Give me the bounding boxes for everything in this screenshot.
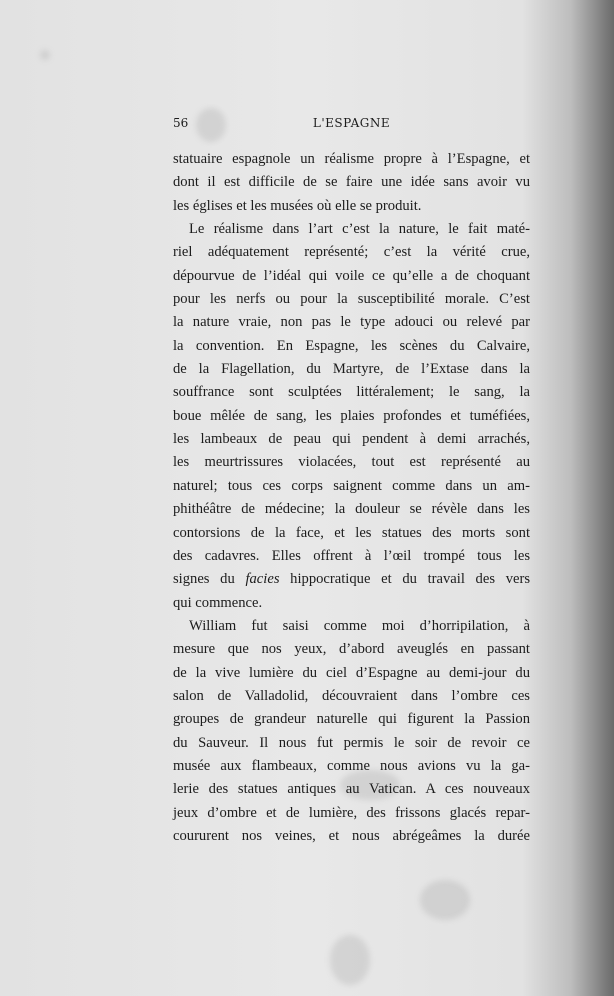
text-line: riel adéquatement représenté; c’est la vérité crue, <box>173 244 530 261</box>
text-line: William fut saisi comme moi d’horripilation, à <box>189 617 530 634</box>
text-line: souffrance sont sculptées littéralement; le sang, la <box>173 384 530 401</box>
stain <box>330 935 370 985</box>
text-line: lerie des statues antiques au Vatican. A ces nouveaux <box>173 781 530 798</box>
running-head: L'ESPAGNE <box>312 116 391 130</box>
text-line: de la Flagellation, du Martyre, de l’Extase dans la <box>173 361 530 378</box>
text-line: pour les nerfs ou pour la susceptibilité morale. C’est <box>173 291 530 308</box>
text-line: Le réalisme dans l’art c’est la nature, le fait maté- <box>189 221 530 238</box>
text-line: statuaire espagnole un réalisme propre à l’Espagne, et <box>173 151 530 167</box>
text-line: phithéâtre de médecine; la douleur se révèle dans les <box>173 501 530 518</box>
text-line: les lambeaux de peau qui pendent à demi arrachés, <box>173 431 530 448</box>
text-line: jeux d’ombre et de lumière, des frissons glacés repar- <box>173 804 530 821</box>
text-line: coururent nos veines, et nous abrégeâmes la durée <box>173 827 530 844</box>
stain <box>420 880 470 920</box>
text-line: des cadavres. Elles offrent à l’œil trompé tous les <box>173 547 530 564</box>
text-line: les églises et les musées où elle se produit. <box>173 197 422 214</box>
text-line: naturel; tous ces corps saignent comme dans un am- <box>173 477 530 494</box>
text-line: musée aux flambeaux, comme nous avions vu la ga- <box>173 757 530 774</box>
text-line: contorsions de la face, et les statues des morts sont <box>173 524 530 541</box>
text-line: dont il est difficile de se faire une idée sans avoir vu <box>173 174 530 191</box>
italic-word: facies <box>245 571 280 588</box>
page-number: 56 <box>173 116 189 130</box>
text-line: groupes de grandeur naturelle qui figurent la Passion <box>173 711 530 728</box>
text-line: qui commence. <box>173 594 263 611</box>
text-line: boue mêlée de sang, les plaies profondes et tuméfiées, <box>173 407 530 424</box>
text-line: dépourvue de l’idéal qui voile ce qu’elle a de choquant <box>173 267 530 284</box>
text-line: la convention. En Espagne, les scènes du Calvaire, <box>173 337 530 354</box>
text-span: signes du <box>173 571 246 588</box>
text-line: du Sauveur. Il nous fut permis le soir de revoir ce <box>173 734 530 751</box>
text-line: salon de Valladolid, découvraient dans l’ombre ces <box>173 687 530 704</box>
text-line <box>173 568 530 591</box>
text-span: hippocratique et du travail des vers <box>279 571 531 588</box>
text-line: mesure que nos yeux, d’abord aveuglés en passant <box>173 641 530 658</box>
text-line: de la vive lumière du ciel d’Espagne au demi-jour du <box>173 664 530 681</box>
body-text <box>173 148 530 848</box>
text-line: les meurtrissures violacées, tout est représenté au <box>173 454 530 471</box>
stain <box>40 50 50 60</box>
page-header <box>173 116 530 136</box>
text-line: la nature vraie, non pas le type adouci ou relevé par <box>173 314 530 331</box>
